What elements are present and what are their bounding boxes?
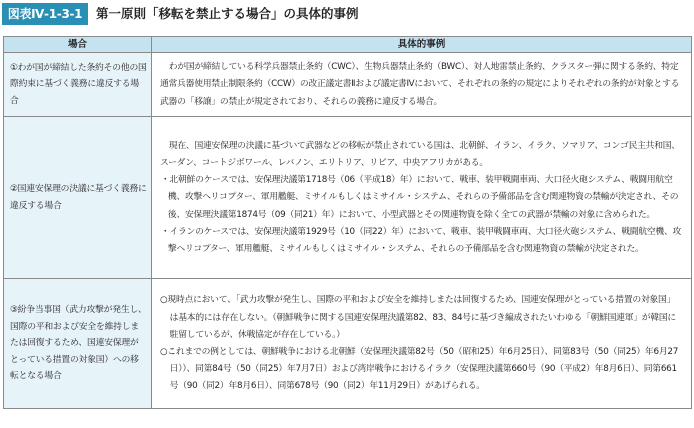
detail-bullet: ○これまでの例としては、朝鮮戦争における北朝鮮（安保理決議第82号（50（昭和25）年6月25日）、同第83号（50（同25）年6月27日））、同第84号（50（同25）年7月7日）および湾岸戦争におけるイラク（安保理決議第660号（90（平成2）年8月6日）、同第661号（90（同2）年8月6日）、同第678号（90（同2）年11月29日）があげられる。 [160,347,679,392]
detail-cell [152,117,692,279]
table-row [4,53,692,117]
detail-paragraph: 現在、国連安保理の決議に基づいて武器などの移転が禁止されている国は、北朝鮮、イラン、イラク、ソマリア、コンゴ民主共和国、スーダン、コートジボワール、レバノン、エリトリア、リビア、中央アフリカがある。 [160,140,680,168]
case-cell: ③紛争当事国（武力攻撃が発生し、国際の平和および安全を維持しまたは回復するため、国連安保理がとっている措置の対象国）への移転となる場合 [4,279,152,409]
detail-cell [152,53,692,117]
detail-paragraph: わが国が締結している科学兵器禁止条約（CWC）、生物兵器禁止条約（BWC）、対人地雷禁止条約、クラスター弾に関する条約、特定通常兵器使用禁止制限条約（CCW）の改正議定書Ⅱおよび議定書Ⅳにおいて、それぞれの条約の規定によりそれぞれの条約が対象とする武器の「移譲」の禁止が規定されており、それらの義務に違反する場合。 [160,62,680,107]
case-cell: ①わが国が締結した条約その他の国際約束に基づく義務に違反する場合 [4,53,152,117]
cases-table [3,36,692,409]
figure-title: 第一原則「移転を禁止する場合」の具体的事例 [96,6,359,21]
table-row [4,117,692,279]
column-header-case: 場合 [4,37,152,53]
figure-label: 図表Ⅳ-1-3-1 [2,3,88,25]
detail-cell [152,279,692,409]
figure-header [0,0,694,28]
detail-bullet: ○現時点において、「武力攻撃が発生し、国際の平和および安全を維持しまたは回復するため、国連安保理がとっている措置の対象国」は基本的には存在しない。（朝鮮戦争に関する国連安保理決議第82、83、84号に基づき編成されたいわゆる「朝鮮国連軍」が韓国に駐留しているが、休戦協定が存在している。） [160,295,676,340]
column-header-detail: 具体的事例 [152,37,692,53]
case-cell: ②国連安保理の決議に基づく義務に違反する場合 [4,117,152,279]
detail-subitem: ・北朝鮮のケースでは、安保理決議第1718号（06（平成18）年）において、戦車、装甲戦闘車両、大口径火砲システム、戦闘用航空機、攻撃ヘリコプター、軍用艦艇、ミサイルもしくはミサイル・システム、それらの予備部品を含む関連物資の禁輸が決定され、その後、安保理決議第1874号（09（同21）年）において、小型武器とその関連物資を除く全ての武器が禁輸の対象に含められた。 [160,175,679,220]
table-header-row [4,37,692,53]
table-row [4,279,692,409]
detail-subitem: ・イランのケースでは、安保理決議第1929号（10（同22）年）において、戦車、装甲戦闘車両、大口径火砲システム、戦闘航空機、攻撃ヘリコプター、軍用艦艇、ミサイルもしくはミサイル・システム、それらの予備部品を含む関連物資の禁輸が決定された。 [160,226,682,254]
